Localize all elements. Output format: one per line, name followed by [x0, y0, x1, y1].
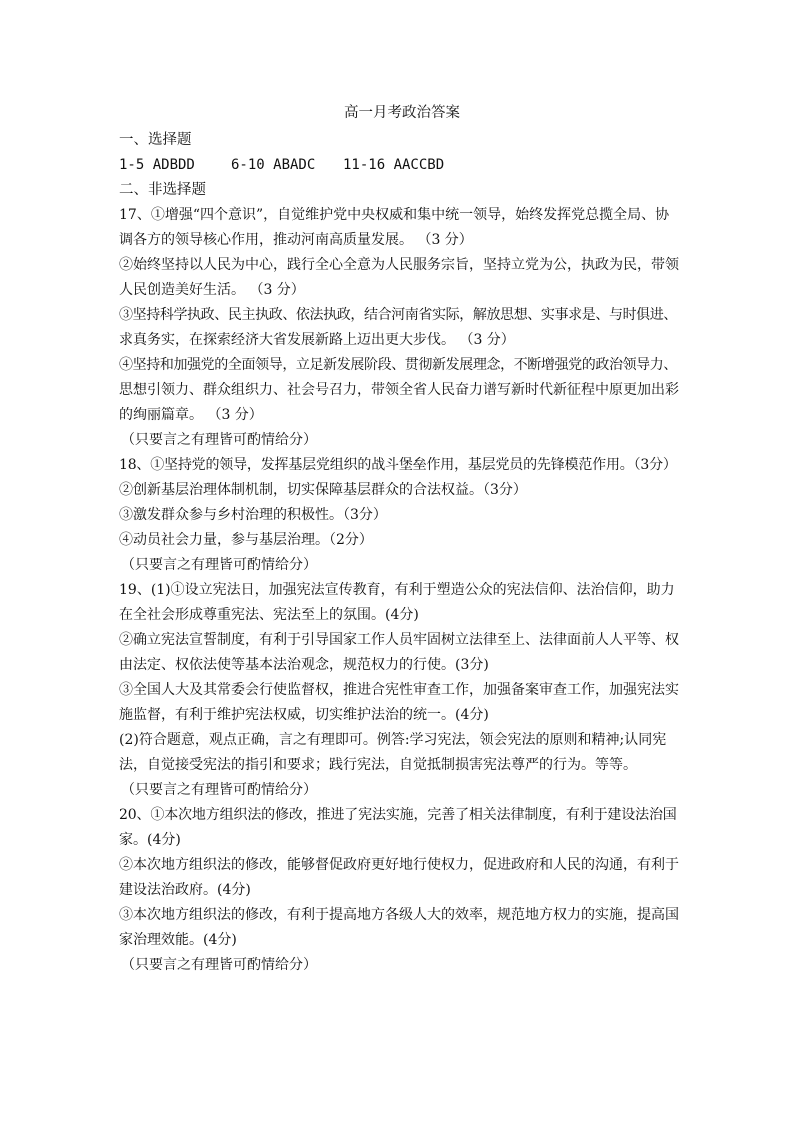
text-line: ③激发群众参与乡村治理的积极性。（3分）	[119, 507, 387, 523]
answers-1-5: 1-5 ADBDD	[119, 157, 195, 173]
section-nonchoice-heading: 二、非选择题	[119, 182, 206, 198]
question-19	[119, 578, 679, 803]
text-line: 17、①增强“四个意识”，自觉维护党中央权威和集中统一领导，始终发挥党总揽全局、协	[119, 207, 670, 223]
page-title: 高一月考政治答案	[344, 105, 460, 121]
text-line: ②本次地方组织法的修改，能够督促政府更好地行使权力，促进政府和人民的沟通，有利于	[119, 857, 679, 873]
text-line: 由法定、权依法使等基本法治观念，规范权力的行使。(3分)	[119, 657, 489, 673]
grading-note: （只要言之有理皆可酌情给分）	[121, 957, 317, 973]
question-18	[119, 453, 679, 578]
text-line: ③全国人大及其常委会行使监督权，推进合宪性审查工作，加强备案审查工作，加强宪法实	[119, 682, 679, 698]
text-line: (2)符合题意，观点正确，言之有理即可。例答:学习宪法，领会宪法的原则和精神;认同宪	[119, 732, 667, 748]
text-line: ②始终坚持以人民为中心，践行全心全意为人民服务宗旨，坚持立党为公，执政为民，带领	[119, 257, 679, 273]
grading-note: （只要言之有理皆可酌情给分）	[121, 782, 317, 798]
text-line: 求真务实，在探索经济大省发展新路上迈出更大步伐。 （3 分）	[119, 332, 515, 348]
text-line: ②创新基层治理体制机制，切实保障基层群众的合法权益。（3分）	[119, 482, 527, 498]
text-line: 家治理效能。(4分)	[119, 932, 237, 948]
answers-11-16: 11-16 AACCBD	[343, 157, 445, 173]
text-line: 人民创造美好生活。 （3 分）	[119, 282, 305, 298]
text-line: 建设法治政府。(4分)	[119, 882, 251, 898]
text-line: 在全社会形成尊重宪法、宪法至上的氛围。(4分)	[119, 607, 419, 623]
text-line: ④坚持和加强党的全面领导，立足新发展阶段、贯彻新发展理念，不断增强党的政治领导力、	[119, 357, 678, 373]
text-line: ③本次地方组织法的修改，有利于提高地方各级人大的效率，规范地方权力的实施，提高国	[119, 907, 679, 923]
answers-6-10: 6-10 ABADC	[231, 157, 316, 173]
text-line: 18、①坚持党的领导，发挥基层党组织的战斗堡垒作用，基层党员的先锋模范作用。（3分）	[119, 457, 677, 473]
text-line: 家。(4分)	[119, 832, 181, 848]
text-line: ④动员社会力量，参与基层治理。（2分）	[119, 532, 373, 548]
text-line: ③坚持科学执政、民主执政、依法执政，结合河南省实际，解放思想、实事求是、与时俱进、	[119, 307, 678, 323]
text-line: 调各方的领导核心作用，推动河南高质量发展。 （3 分）	[119, 232, 473, 248]
choice-answers	[119, 153, 679, 178]
text-line: ②确立宪法宣誓制度，有利于引导国家工作人员牢固树立法律至上、法律面前人人平等、权	[119, 632, 679, 648]
section-choice-heading: 一、选择题	[119, 132, 192, 148]
answer-document	[119, 98, 679, 978]
text-line: 的绚丽篇章。 （3 分）	[119, 407, 263, 423]
text-line: 19、(1)①设立宪法日，加强宪法宣传教育，有利于塑造公众的宪法信仰、法治信仰，助力	[119, 582, 675, 598]
text-line: 施监督，有利于维护宪法权威，切实维护法治的统一。(4分)	[119, 707, 489, 723]
grading-note: （只要言之有理皆可酌情给分）	[121, 432, 317, 448]
grading-note: （只要言之有理皆可酌情给分）	[121, 557, 317, 573]
text-line: 思想引领力、群众组织力、社会号召力，带领全省人民奋力谱写新时代新征程中原更加出彩	[119, 382, 679, 398]
text-line: 20、①本次地方组织法的修改，推进了宪法实施，完善了相关法律制度，有利于建设法治国	[119, 807, 677, 823]
text-line: 法，自觉接受宪法的指引和要求；践行宪法，自觉抵制损害宪法尊严的行为。等等。	[119, 757, 637, 773]
question-17	[119, 203, 679, 453]
question-20	[119, 803, 679, 978]
